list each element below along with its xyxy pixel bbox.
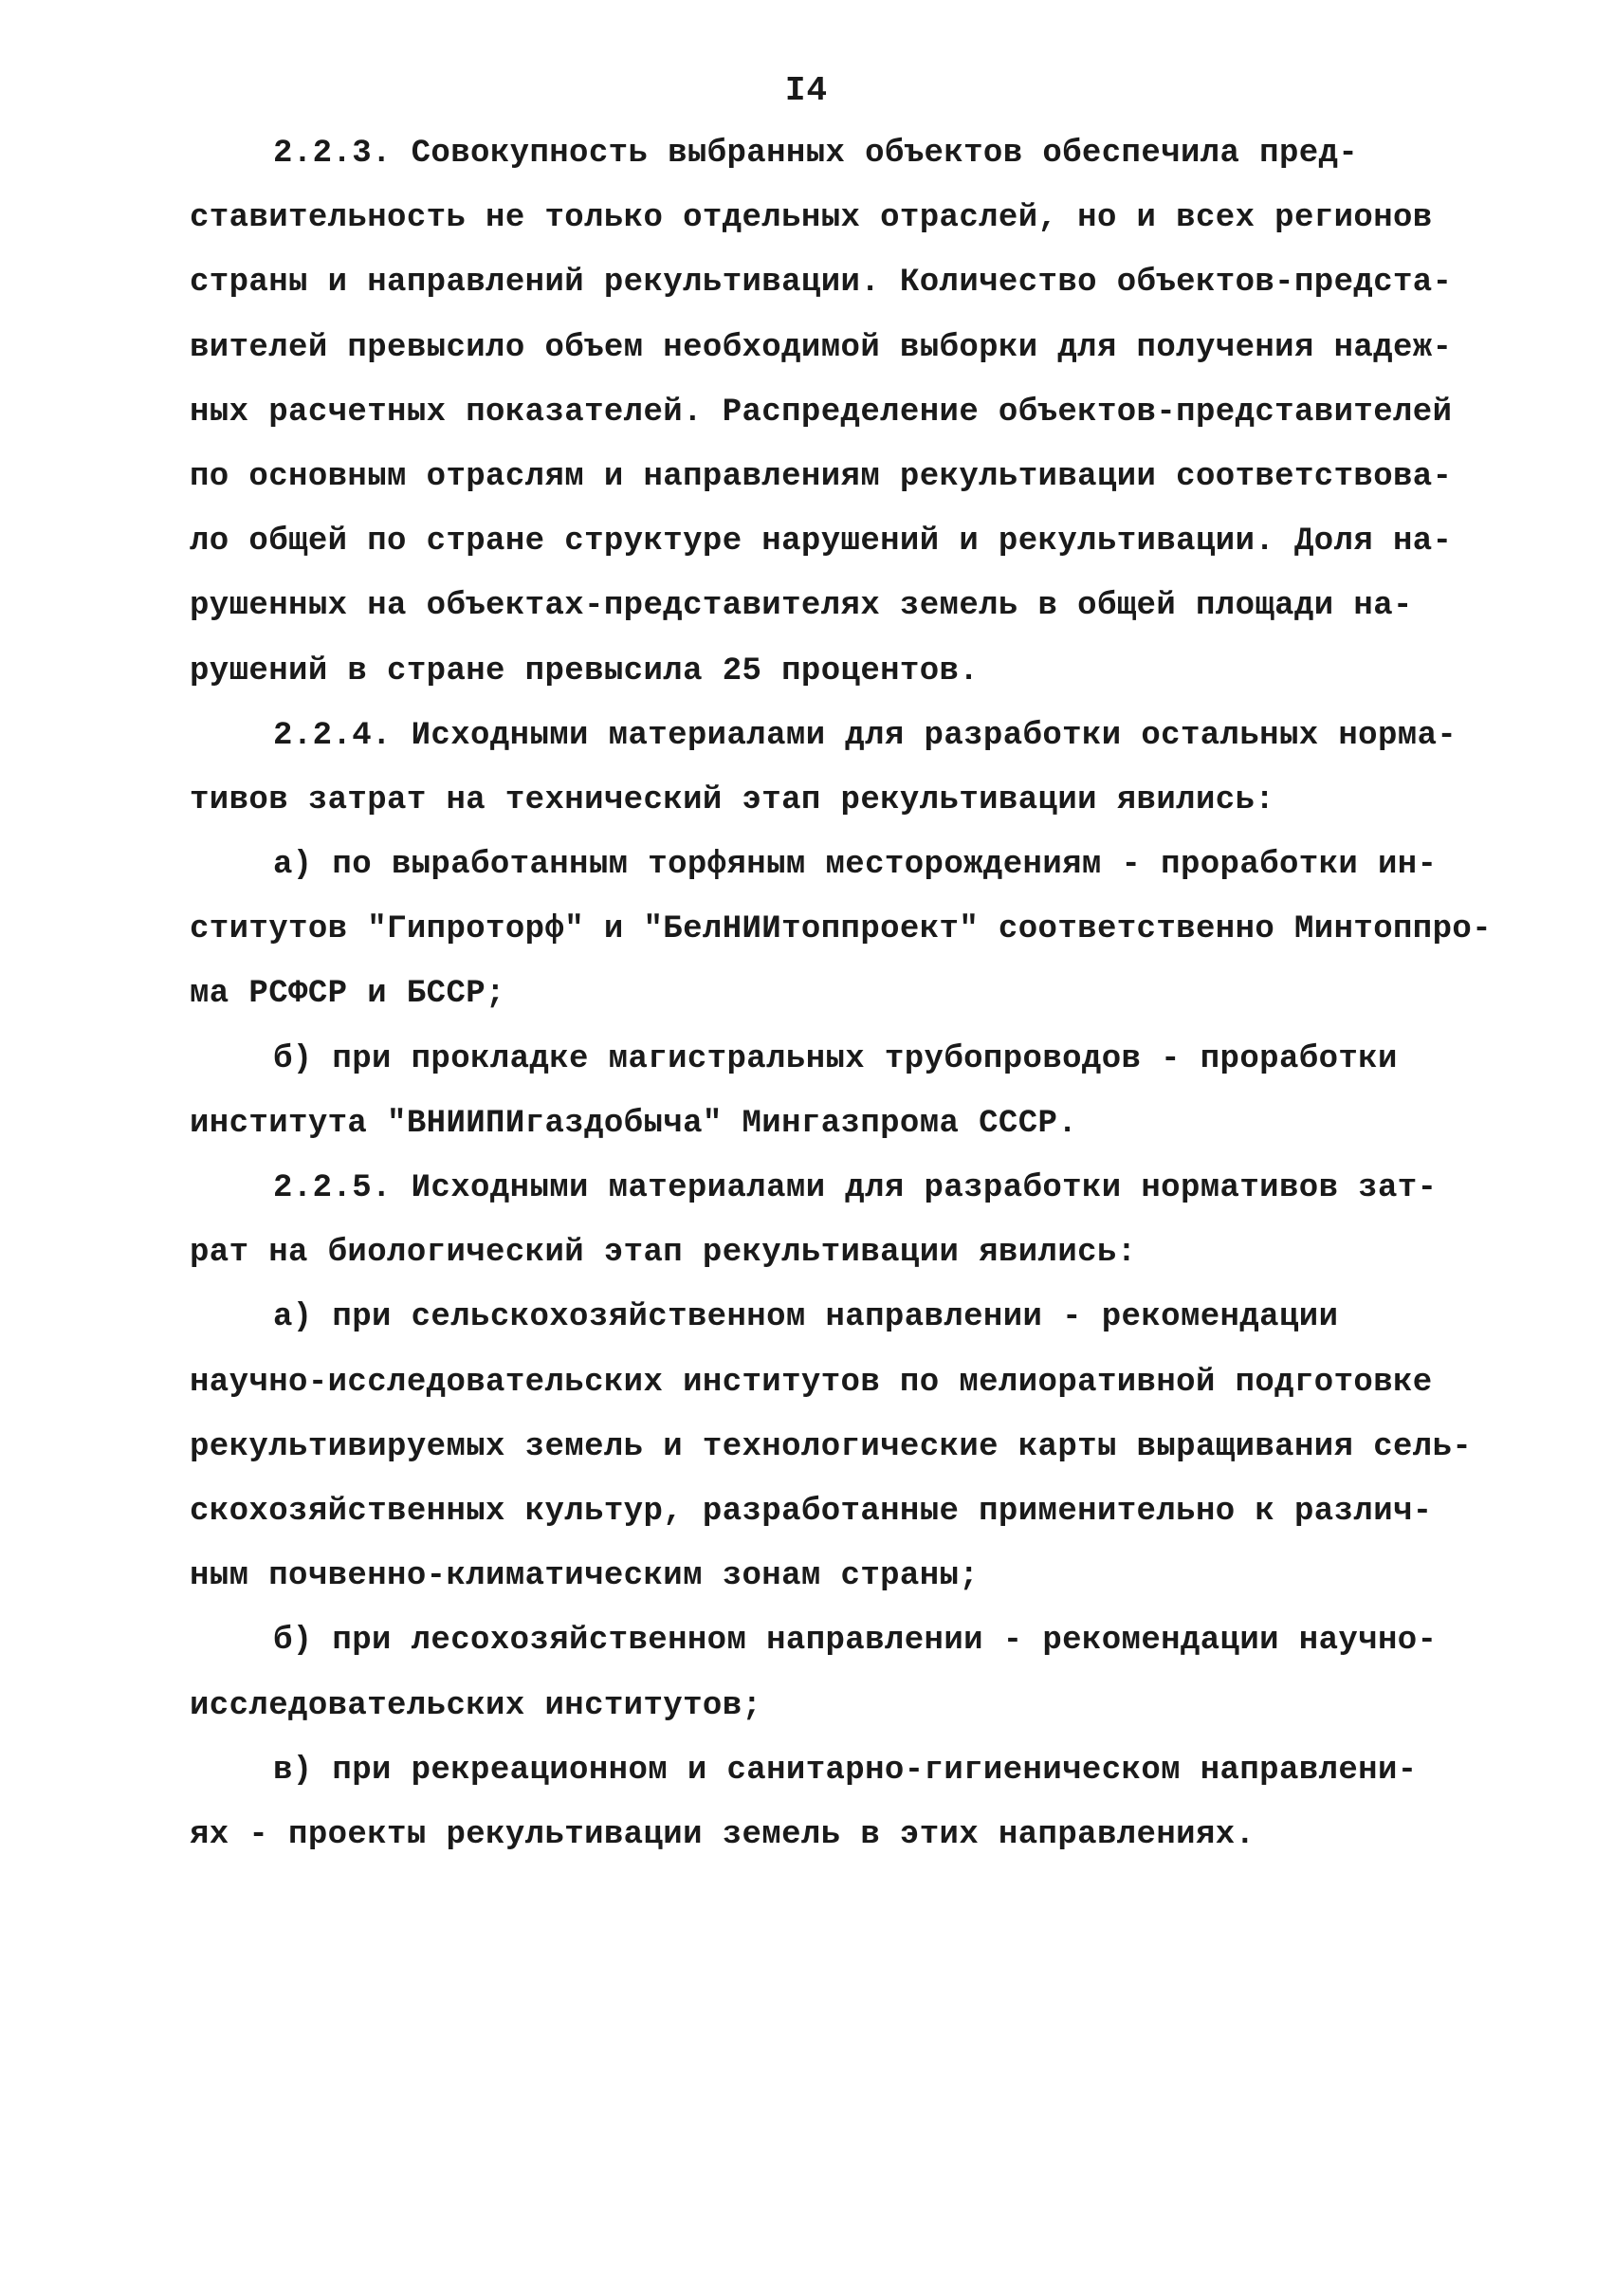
text-line: скохозяйственных культур, разработанные применительно к различ- bbox=[190, 1493, 1433, 1530]
text-line: исследовательских институтов; bbox=[190, 1687, 762, 1724]
text-line: страны и направлений рекультивации. Количество объектов-предста- bbox=[190, 265, 1453, 302]
text-line: б) при лесохозяйственном направлении - рекомендации научно- bbox=[273, 1623, 1438, 1660]
text-line: 2.2.3. Совокупность выбранных объектов обеспечила пред- bbox=[273, 136, 1359, 172]
text-line: ститутов "Гипроторф" и "БелНИИтоппроект" соответственно Минтоппро- bbox=[190, 911, 1493, 948]
text-line: рушений в стране превысила 25 процентов. bbox=[190, 652, 980, 689]
text-line: а) при сельскохозяйственном направлении - рекомендации bbox=[273, 1299, 1339, 1336]
text-line: 2.2.4. Исходными материалами для разработки остальных норма- bbox=[273, 717, 1457, 754]
text-line: рекультивируемых земель и технологические карты выращивания сель- bbox=[190, 1428, 1473, 1465]
document-body bbox=[190, 121, 1536, 1867]
text-line: вителей превысило объем необходимой выборки для получения надеж- bbox=[190, 329, 1453, 366]
text-line: ным почвенно-климатическим зонам страны; bbox=[190, 1558, 980, 1595]
text-line: ных расчетных показателей. Распределение объектов-представителей bbox=[190, 394, 1453, 431]
text-line: по основным отраслям и направлениям рекультивации соответствова- bbox=[190, 458, 1453, 495]
text-line: тивов затрат на технический этап рекультивации явились: bbox=[190, 781, 1275, 818]
text-line: научно-исследовательских институтов по мелиоративной подготовке bbox=[190, 1364, 1433, 1401]
text-line: 2.2.5. Исходными материалами для разработки нормативов зат- bbox=[273, 1170, 1438, 1206]
text-line: ставительность не только отдельных отраслей, но и всех регионов bbox=[190, 200, 1433, 237]
text-line: а) по выработанным торфяным месторождениям - проработки ин- bbox=[273, 847, 1438, 884]
text-line: в) при рекреационном и санитарно-гигиеническом направлени- bbox=[273, 1752, 1418, 1789]
text-line: ях - проекты рекультивации земель в этих направлениях. bbox=[190, 1816, 1256, 1853]
text-line: института "ВНИИПИгаздобыча" Мингазпрома СССР. bbox=[190, 1105, 1078, 1142]
text-line: б) при прокладке магистральных трубопроводов - проработки bbox=[273, 1040, 1398, 1077]
text-line: ло общей по стране структуре нарушений и рекультивации. Доля на- bbox=[190, 523, 1453, 560]
text-line: ма РСФСР и БССР; bbox=[190, 976, 505, 1013]
text-line: рушенных на объектах-представителях земель в общей площади на- bbox=[190, 588, 1413, 625]
text-line: рат на биологический этап рекультивации явились: bbox=[190, 1235, 1137, 1272]
page-number: I4 bbox=[784, 71, 829, 110]
